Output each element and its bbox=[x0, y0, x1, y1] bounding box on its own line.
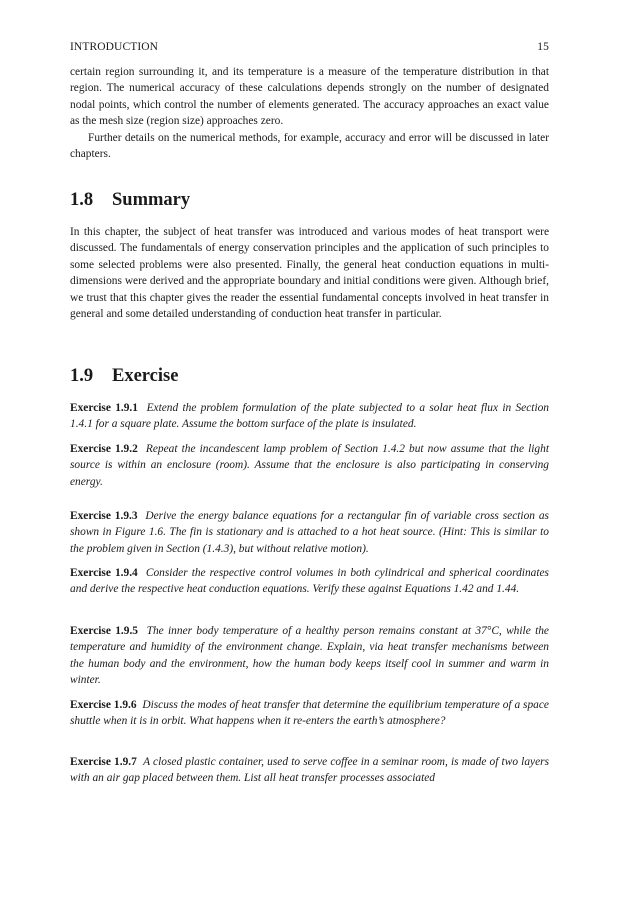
intro-text bbox=[70, 64, 549, 162]
exercise-item bbox=[70, 623, 549, 689]
section-number: 1.8 bbox=[70, 190, 94, 210]
exercise-item bbox=[70, 441, 549, 490]
exercise-item bbox=[70, 697, 549, 730]
header-page-number: 15 bbox=[537, 41, 549, 53]
exercise-label: Exercise 1.9.3 bbox=[70, 510, 138, 522]
exercise-text: The inner body temperature of a healthy person remains constant at 37°C, while the temperature and humidity of the environment change. Explain, via heat transfer mechanisms between the human body and the environment, how the human body keeps itself cool in summer and warm in winter. bbox=[70, 625, 549, 687]
exercise-item bbox=[70, 565, 549, 598]
exercise-text: A closed plastic container, used to serve coffee in a seminar room, is made of two layers with an air gap placed between them. List all heat transfer processes associated bbox=[70, 756, 549, 785]
exercise-item bbox=[70, 754, 549, 787]
exercise-label: Exercise 1.9.7 bbox=[70, 756, 137, 768]
exercise-label: Exercise 1.9.6 bbox=[70, 699, 137, 711]
exercise-text: Derive the energy balance equations for a rectangular fin of variable cross section as shown in Figure 1.6. The fin is stationary and is attached to a hot heat source. (Hint: This is similar to the problem given in Section (1.4.3), but without relative motion). bbox=[70, 510, 549, 555]
section-heading-summary bbox=[70, 190, 190, 211]
exercise-item bbox=[70, 508, 549, 557]
header-section-title: INTRODUCTION bbox=[70, 41, 159, 53]
exercise-text: Repeat the incandescent lamp problem of Section 1.4.2 but now assume that the light source is within an enclosure (room). Assume that the enclosure is also participating in conserving energy. bbox=[70, 443, 549, 488]
intro-paragraph-1: certain region surrounding it, and its temperature is a measure of the temperature distribution in that region. The numerical accuracy of these calculations depends strongly on the number of designated nodal points, which control the number of elements generated. The accuracy approaches an exact value as the mesh size (region size) approaches zero. bbox=[70, 66, 549, 128]
section-title: Summary bbox=[112, 190, 191, 210]
summary-paragraph: In this chapter, the subject of heat transfer was introduced and various modes of heat transport were discussed. The fundamentals of energy conservation principles and the application of such principles to some selected problems were also presented. Finally, the general heat conduction equations in multi-dimensions were derived and the appropriate boundary and initial conditions were given. Although brief, we trust that this chapter gives the reader the essential fundamental concepts involved in heat transfer in general and some detailed understanding of conduction heat transfer in particular. bbox=[70, 226, 549, 321]
exercise-text: Discuss the modes of heat transfer that determine the equilibrium temperature of a space shuttle when it is in orbit. What happens when it re-enters the earth’s atmosphere? bbox=[70, 699, 549, 728]
exercise-label: Exercise 1.9.4 bbox=[70, 567, 138, 579]
intro-paragraph-2: Further details on the numerical methods, for example, accuracy and error will be discussed in later chapters. bbox=[70, 131, 549, 161]
section-heading-exercise bbox=[70, 366, 178, 387]
exercise-text: Extend the problem formulation of the plate subjected to a solar heat flux in Section 1.4.1 for a square plate. Assume the bottom surface of the plate is insulated. bbox=[70, 402, 550, 431]
exercise-text: Consider the respective control volumes in both cylindrical and spherical coordinates and derive the respective heat conduction equations. Verify these against Equations 1.42 and 1.44. bbox=[70, 567, 549, 596]
section-title: Exercise bbox=[112, 366, 179, 386]
exercise-label: Exercise 1.9.1 bbox=[70, 402, 138, 414]
summary-text bbox=[70, 224, 549, 322]
exercise-label: Exercise 1.9.5 bbox=[70, 625, 138, 637]
exercise-item bbox=[70, 400, 549, 433]
exercise-label: Exercise 1.9.2 bbox=[70, 443, 138, 455]
section-number: 1.9 bbox=[70, 366, 94, 386]
